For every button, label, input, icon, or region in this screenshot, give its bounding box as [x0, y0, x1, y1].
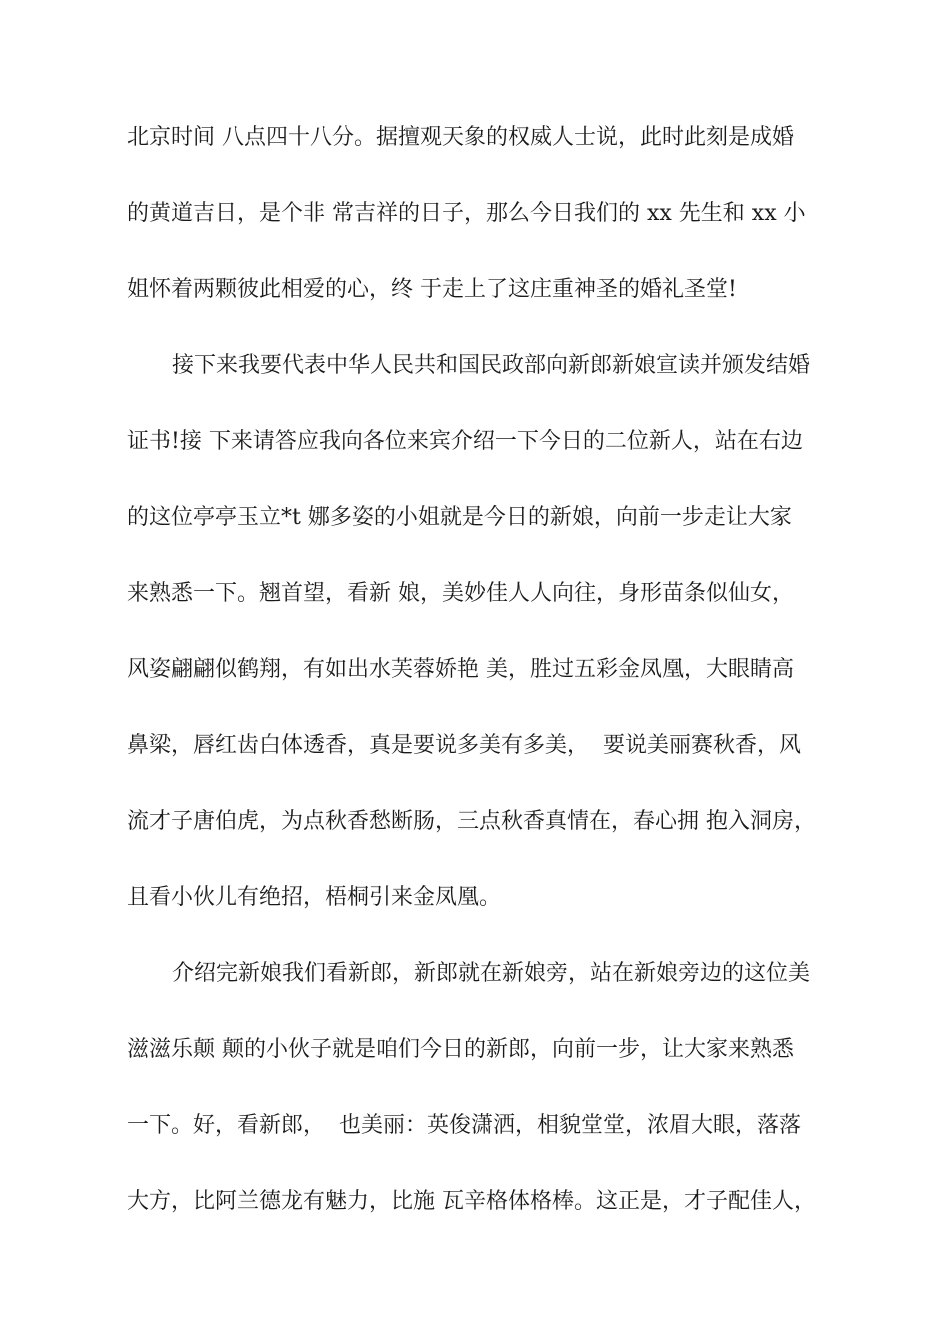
text-line-5: 证书!接 下来请答应我向各位来宾介绍一下今日的二位新人，站在右边: [127, 429, 803, 454]
text-line-6: 的这位亭亭玉立*t 娜多姿的小姐就是今日的新娘，向前一步走让大家: [127, 505, 792, 530]
text-line-10: 流才子唐伯虎，为点秋香愁断肠，三点秋香真情在，春心拥 抱入洞房，: [127, 809, 816, 834]
text-line-1: 北京时间 八点四十八分。据擅观天象的权威人士说，此时此刻是成婚: [127, 125, 794, 150]
text-line-9: 鼻梁，唇红齿白体透香，真是要说多美有多美， 要说美丽赛秋香，风: [127, 733, 801, 758]
text-line-15: 大方，比阿兰德龙有魅力，比施 瓦辛格体格棒。这正是，才子配佳人，: [127, 1189, 816, 1214]
paragraph-3-first-line: 介绍完新娘我们看新郎，新郎就在新娘旁，站在新娘旁边的这位美: [172, 961, 811, 986]
text-line-14: 一下。好，看新郎， 也美丽：英俊潇洒，相貌堂堂，浓眉大眼，落落: [127, 1113, 801, 1138]
text-line-2: 的黄道吉日，是个非 常吉祥的日子，那么今日我们的 xx 先生和 xx 小: [127, 201, 806, 226]
text-line-8: 风姿翩翩似鹤翔，有如出水芙蓉娇艳 美，胜过五彩金凤凰，大眼睛高: [127, 657, 794, 682]
text-line-13: 滋滋乐颠 颠的小伙子就是咱们今日的新郎，向前一步，让大家来熟悉: [127, 1037, 794, 1062]
text-line-11: 且看小伙儿有绝招，梧桐引来金凤凰。: [127, 885, 502, 910]
paragraph-2-first-line: 接下来我要代表中华人民共和国民政部向新郎新娘宣读并颁发结婚: [172, 353, 811, 378]
text-line-7: 来熟悉一下。翘首望，看新 娘，美妙佳人人向往，身形苗条似仙女，: [127, 581, 794, 606]
text-line-3: 姐怀着两颗彼此相爱的心，终 于走上了这庄重神圣的婚礼圣堂!: [127, 277, 737, 302]
